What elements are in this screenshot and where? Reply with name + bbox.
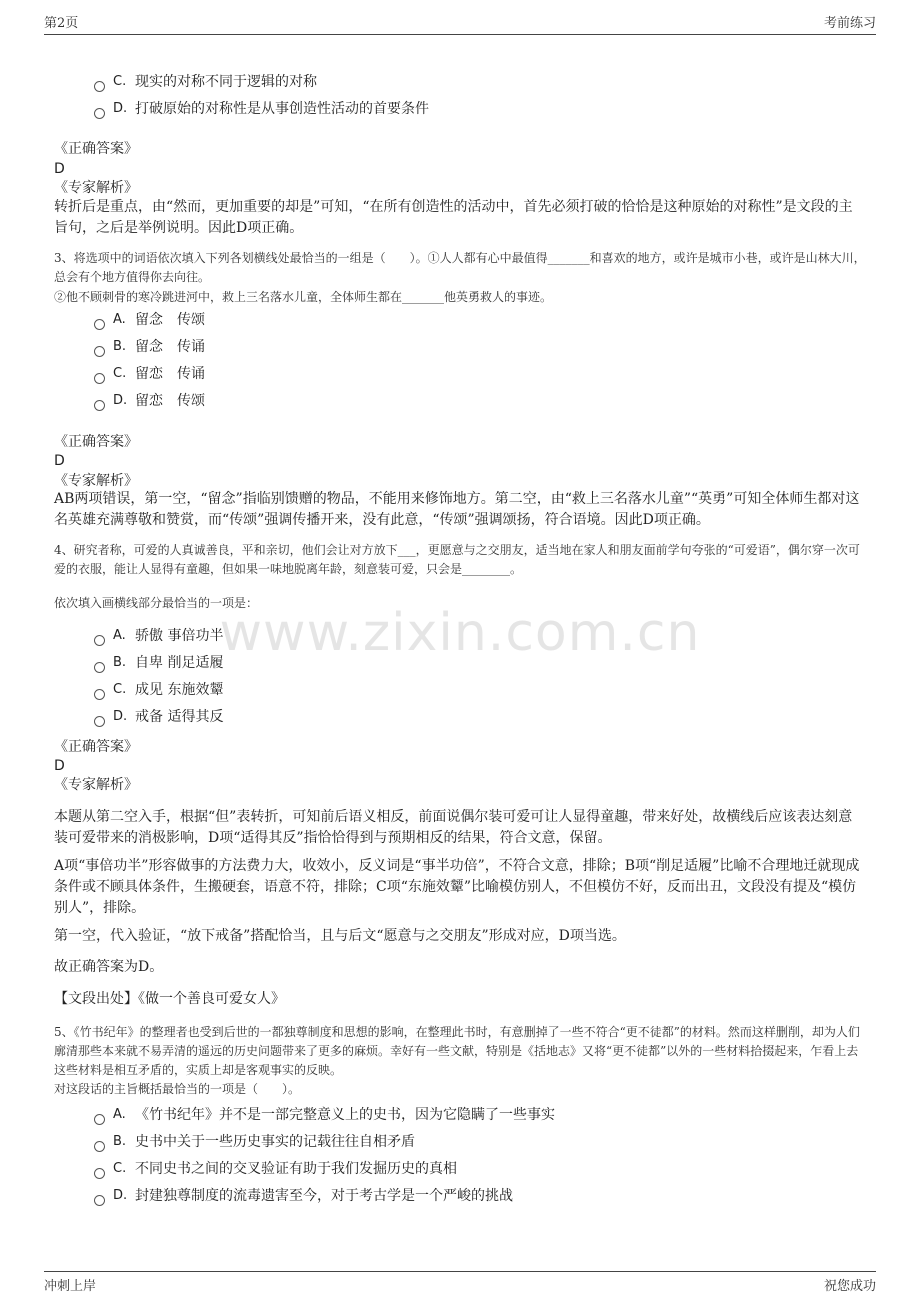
option-text: 留念 传诵 [135,339,205,355]
option-letter: D. [113,393,128,408]
q3-stem-2: ②他不顾刺骨的寒冷跳进河中，救上三名落水儿童，全体师生都在_______他英勇救人的事迹。 [54,290,553,304]
page-footer [44,1271,876,1294]
q4-option-d[interactable] [94,707,223,727]
footer-left: 冲刺上岸 [44,1279,97,1294]
q3-answer: D [54,453,65,469]
radio-icon[interactable] [94,716,105,727]
option-letter: A. [113,628,126,643]
header-title: 考前练习 [823,16,876,31]
option-text: 戒备 适得其反 [135,709,224,725]
q3-option-a[interactable] [94,310,205,330]
q4-analysis-p2: A项“事倍功半”形容做事的方法费力大，收效小，反义词是“事半功倍”，不符合文意，排除；B项“削足适履”比喻不合理地迁就现成条件或不顾具体条件，生搬硬套，语意不符，排除；C项“东施效颦”比喻模仿别人，不但模仿不好，反而出丑，文段没有提及“模仿别人”，排除。 [54,858,860,916]
q4-option-a[interactable] [94,626,223,646]
q3-analysis: AB两项错误，第一空，“留念”指临别馈赠的物品，不能用来修饰地方。第二空，由“救上三名落水儿童”“英勇”可知全体师生都对这名英雄充满尊敬和赞赏，而“传颂”强调传播开来，没有此意，“传颂”强调颂扬，符合语境。因此D项正确。 [54,491,860,528]
radio-icon[interactable] [94,400,105,411]
option-text: 打破原始的对称性是从事创造性活动的首要条件 [135,101,429,117]
radio-icon[interactable] [94,373,105,384]
q2-answer: D [54,161,65,177]
radio-icon[interactable] [94,662,105,673]
option-letter: C. [113,682,127,697]
option-letter: D. [113,709,128,724]
q4-answer: D [54,758,65,774]
option-text: 现实的对称不同于逻辑的对称 [135,74,317,90]
q2-option-c[interactable] [94,72,317,92]
q4-analysis-p4: 故正确答案为D。 [54,959,164,975]
option-text: 留念 传颂 [135,312,205,328]
q3-analysis-label: 《专家解析》 [54,473,138,489]
radio-icon[interactable] [94,1168,105,1179]
q3-option-d[interactable] [94,391,205,411]
q4-analysis-label: 《专家解析》 [54,777,138,793]
q4-analysis-p1: 本题从第二空入手，根据“但”表转折，可知前后语义相反，前面说偶尔装可爱可让人显得童趣，带来好处，故横线后应该表达刻意装可爱带来的消极影响，D项“适得其反”指恰恰得到与预期相反的结果，符合文意，保留。 [54,809,853,846]
q5-prompt: 对这段话的主旨概括最恰当的一项是（ ）。 [54,1082,301,1096]
q2-analysis-label: 《专家解析》 [54,180,138,196]
option-text: 留恋 传诵 [135,366,205,382]
page-number: 第2页 [44,16,79,31]
q4-source: 【文段出处】《做一个善良可爱女人》 [54,991,285,1007]
q4-option-c[interactable] [94,680,223,700]
q3-option-b[interactable] [94,337,205,357]
q5-option-d[interactable] [94,1186,513,1206]
q4-analysis-p3: 第一空，代入验证，“放下戒备”搭配恰当，且与后文“愿意与之交朋友”形成对应，D项当选。 [54,928,626,944]
radio-icon[interactable] [94,1114,105,1125]
option-text: 史书中关于一些历史事实的记载往往自相矛盾 [135,1134,415,1150]
q4-option-b[interactable] [94,653,223,673]
option-text: 成见 东施效颦 [135,682,224,698]
q2-analysis: 转折后是重点，由“然而，更加重要的却是”可知，“在所有创造性的活动中，首先必须打破的恰恰是这种原始的对称性”是文段的主旨句，之后是举例说明。因此D项正确。 [54,199,853,236]
option-text: 骄傲 事倍功半 [135,628,224,644]
radio-icon[interactable] [94,81,105,92]
q2-answer-label: 《正确答案》 [54,141,138,157]
radio-icon[interactable] [94,319,105,330]
option-text: 留恋 传颂 [135,393,205,409]
footer-right: 祝您成功 [823,1279,876,1294]
q2-option-d[interactable] [94,99,429,119]
option-letter: C. [113,366,127,381]
option-letter: A. [113,1107,126,1122]
watermark: www.zixin.com.cn [219,603,701,663]
q5-option-a[interactable] [94,1105,555,1125]
option-letter: A. [113,312,126,327]
radio-icon[interactable] [94,689,105,700]
q3-option-c[interactable] [94,364,205,384]
option-text: 《竹书纪年》并不是一部完整意义上的史书，因为它隐瞒了一些事实 [135,1107,555,1123]
q5-stem: 5、《竹书纪年》的整理者也受到后世的一都独尊制度和思想的影响，在整理此书时，有意删掉了一些不符合“更不徒都”的材料。然而这样删削，却为人们廓清那些本来就不易弄清的遥远的历史问题带来了更多的麻烦。幸好有一些文献，特别是《括地志》又将“更不徒都”以外的一些材料拾掇起来，乍看上去这些材料是相互矛盾的，实质上却是客观事实的反映。 [54,1025,860,1077]
option-letter: B. [113,655,127,670]
option-letter: C. [113,1161,127,1176]
radio-icon[interactable] [94,346,105,357]
radio-icon[interactable] [94,1195,105,1206]
q4-answer-label: 《正确答案》 [54,739,138,755]
option-letter: D. [113,101,128,116]
q4-prompt: 依次填入画横线部分最恰当的一项是： [54,596,259,610]
radio-icon[interactable] [94,1141,105,1152]
option-text: 封建独尊制度的流毒遗害至今，对于考古学是一个严峻的挑战 [135,1188,513,1204]
option-letter: B. [113,1134,127,1149]
radio-icon[interactable] [94,108,105,119]
option-letter: C. [113,74,127,89]
q5-option-b[interactable] [94,1132,415,1152]
q3-answer-label: 《正确答案》 [54,434,138,450]
option-letter: D. [113,1188,128,1203]
q4-stem: 4、研究者称，可爱的人真诚善良，平和亲切，他们会让对方放下___，更愿意与之交朋友，适当地在家人和朋友面前学句夸张的“可爱语”，偶尔穿一次可爱的衣服，能让人显得有童趣，但如果一味地脱离年龄，刻意装可爱，只会是________。 [54,543,860,576]
option-text: 自卑 削足适履 [135,655,224,671]
radio-icon[interactable] [94,635,105,646]
option-text: 不同史书之间的交叉验证有助于我们发掘历史的真相 [135,1161,457,1177]
q5-option-c[interactable] [94,1159,457,1179]
option-letter: B. [113,339,127,354]
page-header [44,12,876,35]
q3-stem: 3、将选项中的词语依次填入下列各划横线处最恰当的一组是（ ）。①人人都有心中最值得_______和喜欢的地方，或许是城市小巷，或许是山林大川，总会有个地方值得你去向往。 [54,251,866,284]
